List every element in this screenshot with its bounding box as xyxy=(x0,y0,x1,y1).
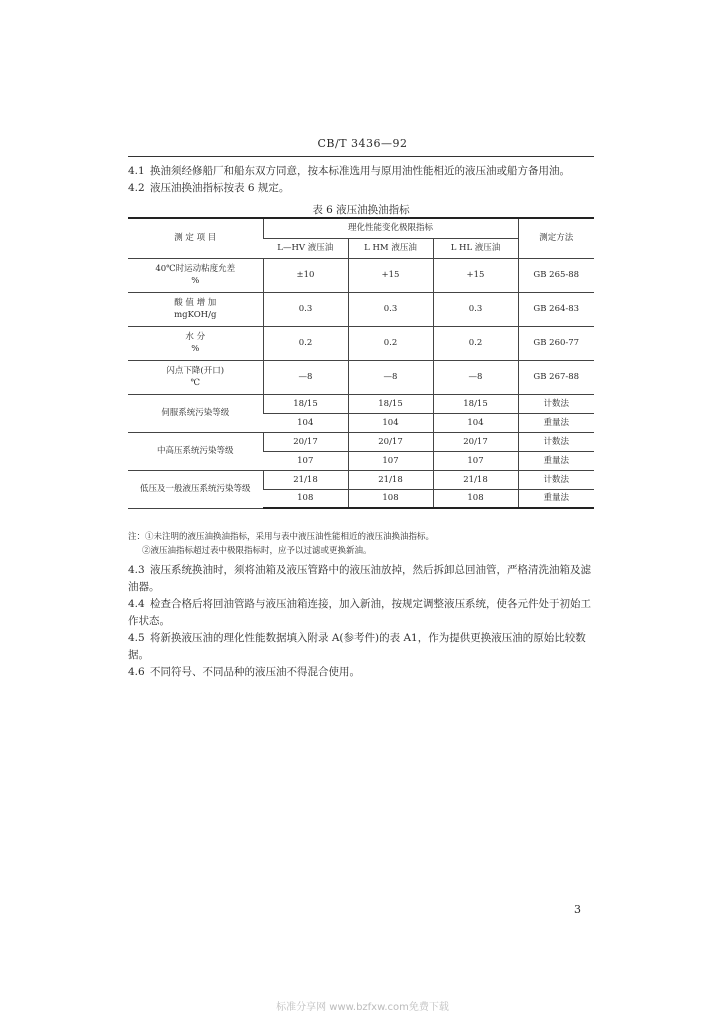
cell-method: 计数法 xyxy=(518,394,594,413)
header-col-hv: L—HV 液压油 xyxy=(263,238,348,258)
watermark-footer: 标准分享网 www.bzfxw.com免费下载 xyxy=(276,1002,449,1013)
cell-method: GB 265-88 xyxy=(518,258,594,292)
cell-value: 0.3 xyxy=(433,292,518,326)
clause-text: 液压系统换油时，须将油箱及液压管路中的液压油放掉，然后拆卸总回油管，严格清洗油箱及滤油器。 xyxy=(128,564,591,593)
cell-value: 20/17 xyxy=(433,432,518,451)
row-item: 酸 值 增 加 mgKOH/g xyxy=(128,292,263,326)
cell-value: 0.2 xyxy=(348,326,433,360)
row-item: 水 分 % xyxy=(128,326,263,360)
header-group: 理化性能变化极限指标 xyxy=(263,218,518,238)
table-row xyxy=(128,470,594,489)
note-1: 注：①未注明的液压油换油指标，采用与表中液压油性能相近的液压油换油指标。 xyxy=(128,532,435,542)
table-row xyxy=(128,258,594,292)
cell-method: 重量法 xyxy=(518,451,594,470)
cell-value: 18/15 xyxy=(433,394,518,413)
clause-4-5 xyxy=(128,630,594,664)
header-col-hl: L HL 液压油 xyxy=(433,238,518,258)
cell-value: 107 xyxy=(263,451,348,470)
clause-4-4 xyxy=(128,596,594,630)
oil-change-table xyxy=(128,217,594,509)
cell-method: 重量法 xyxy=(518,489,594,508)
clause-4-6 xyxy=(128,664,594,681)
row-item: 40℃时运动粘度允差 % xyxy=(128,258,263,292)
row-item: 伺服系统污染等级 xyxy=(128,394,263,432)
row-item: 低压及一般液压系统污染等级 xyxy=(128,470,263,508)
cell-value: 108 xyxy=(433,489,518,508)
cell-value: 108 xyxy=(263,489,348,508)
clause-number: 4.3 xyxy=(128,564,145,576)
cell-value: 104 xyxy=(263,413,348,432)
clause-4-3 xyxy=(128,562,594,596)
clause-text: 液压油换油指标按表 6 规定。 xyxy=(150,182,290,194)
row-item: 闪点下降(开口) ℃ xyxy=(128,360,263,394)
cell-value: —8 xyxy=(348,360,433,394)
cell-value: —8 xyxy=(263,360,348,394)
clause-4-1 xyxy=(128,163,594,180)
document-code-header: CB/T 3436—92 xyxy=(317,137,408,150)
header-col-hm: L HM 液压油 xyxy=(348,238,433,258)
header-item: 测 定 项 目 xyxy=(128,218,263,258)
cell-value: 0.3 xyxy=(263,292,348,326)
header-method: 测定方法 xyxy=(518,218,594,258)
cell-method: 计数法 xyxy=(518,432,594,451)
cell-value: 18/15 xyxy=(348,394,433,413)
cell-value: 0.3 xyxy=(348,292,433,326)
cell-value: +15 xyxy=(348,258,433,292)
clause-text: 不同符号、不同品种的液压油不得混合使用。 xyxy=(150,666,360,678)
cell-value: +15 xyxy=(433,258,518,292)
table-row xyxy=(128,326,594,360)
table-row xyxy=(128,360,594,394)
cell-value: 107 xyxy=(348,451,433,470)
table-caption: 表 6 液压油换油指标 xyxy=(312,204,410,216)
cell-value: 21/18 xyxy=(433,470,518,489)
cell-method: GB 267-88 xyxy=(518,360,594,394)
header-rule xyxy=(128,156,594,157)
cell-value: —8 xyxy=(433,360,518,394)
page-number: 3 xyxy=(574,903,581,916)
clause-text: 检查合格后将回油管路与液压油箱连接，加入新油，按规定调整液压系统，使各元件处于初始工作状态。 xyxy=(128,598,591,627)
cell-method: 重量法 xyxy=(518,413,594,432)
table-notes xyxy=(128,530,594,558)
table-row xyxy=(128,394,594,413)
cell-method: GB 260-77 xyxy=(518,326,594,360)
clause-text: 将新换液压油的理化性能数据填入附录 A(参考件)的表 A1，作为提供更换液压油的原始比较数据。 xyxy=(128,632,586,661)
cell-value: 107 xyxy=(433,451,518,470)
note-2: ②液压油指标超过表中极限指标时，应予以过滤或更换新油。 xyxy=(142,546,372,556)
cell-value: 108 xyxy=(348,489,433,508)
clause-number: 4.5 xyxy=(128,632,145,644)
cell-method: GB 264-83 xyxy=(518,292,594,326)
row-item: 中高压系统污染等级 xyxy=(128,432,263,470)
cell-value: 0.2 xyxy=(263,326,348,360)
cell-value: 104 xyxy=(433,413,518,432)
clause-number: 4.2 xyxy=(128,182,145,194)
cell-value: 0.2 xyxy=(433,326,518,360)
cell-value: ±10 xyxy=(263,258,348,292)
table-row xyxy=(128,292,594,326)
cell-method: 计数法 xyxy=(518,470,594,489)
table-row xyxy=(128,432,594,451)
cell-value: 104 xyxy=(348,413,433,432)
cell-value: 20/17 xyxy=(348,432,433,451)
cell-value: 18/15 xyxy=(263,394,348,413)
clause-text: 换油须经修船厂和船东双方同意，按本标准选用与原用油性能相近的液压油或船方备用油。 xyxy=(150,165,570,177)
clause-number: 4.4 xyxy=(128,598,145,610)
clause-number: 4.1 xyxy=(128,165,145,177)
cell-value: 20/17 xyxy=(263,432,348,451)
cell-value: 21/18 xyxy=(263,470,348,489)
clause-4-2 xyxy=(128,180,594,197)
cell-value: 21/18 xyxy=(348,470,433,489)
clause-number: 4.6 xyxy=(128,666,145,678)
